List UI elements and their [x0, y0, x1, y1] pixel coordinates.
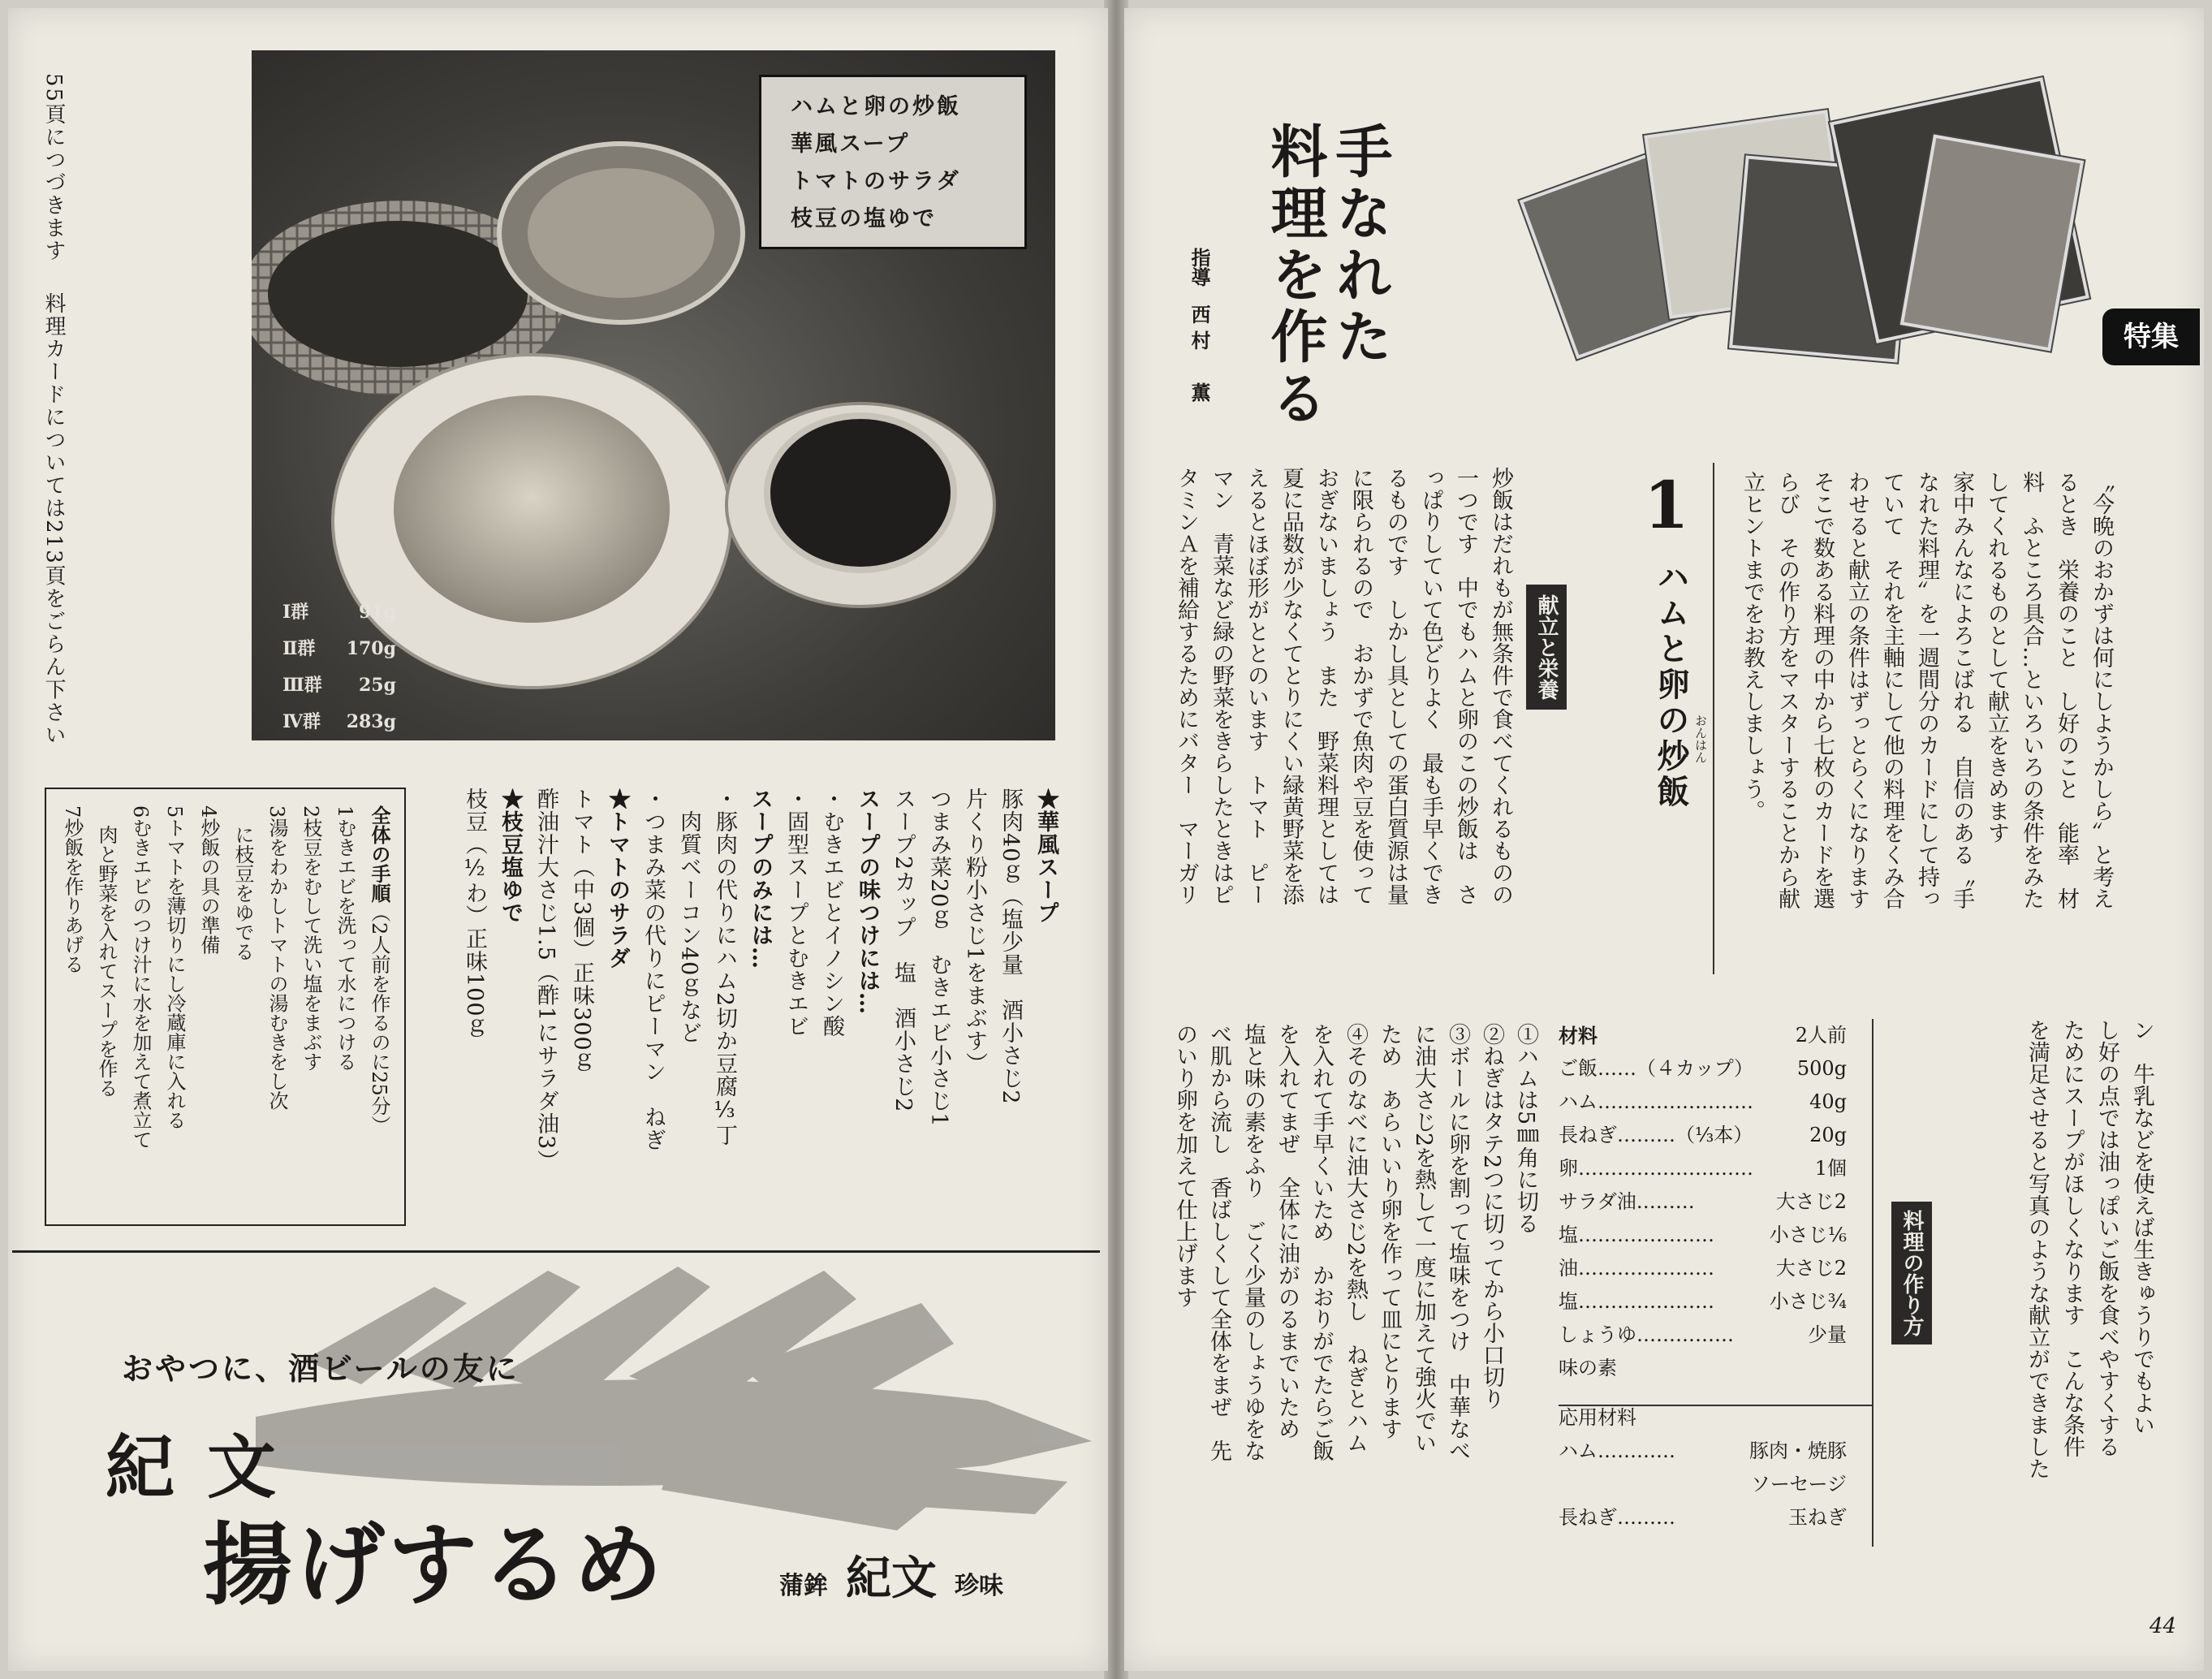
method-line: ②ねぎはタテ2つに切ってから小口切り: [1479, 1023, 1504, 1410]
author-name: 西村 薫: [1188, 304, 1211, 408]
nutrition-line: 夏に品数が少なくてとりにくい緑黄野菜を添: [1278, 467, 1304, 905]
nutrition-line: 炒飯はだれもが無条件で食べてくれるものの: [1488, 467, 1513, 905]
alt-materials-header: 応用材料: [1559, 1406, 1636, 1429]
intro-line: そこで数ある料理の中から七枚のカードを選: [1809, 471, 1835, 909]
nutrition-continued: [2005, 1019, 2159, 1587]
intro-text: [1729, 471, 2119, 991]
recipe-subheading: スープのみには…: [748, 788, 773, 969]
method-line: 塩と味の素をふり ごく少量のしょうゆをな: [1240, 1023, 1266, 1461]
method-line: ため あらいいり卵を作って皿にとります: [1377, 1023, 1402, 1439]
materials-rule: [1872, 1019, 1874, 1547]
material-row: 卵……………………… 1個: [1559, 1157, 1847, 1180]
steps-title: 全体の手順（2人前を作るのに25分）: [368, 805, 391, 1135]
ad-maker: [779, 1543, 1003, 1608]
step-item: に枝豆をゆでる: [231, 805, 254, 961]
recipe-subheading: スープの味つけには…: [855, 788, 880, 1015]
nutrition-line: を満足させると写真のような献立ができました: [2024, 1019, 2050, 1479]
tomato-salad: [528, 168, 714, 298]
recipe-line: 肉質ベーコン40ｇなど: [676, 788, 701, 1045]
side-note-2: 料理カードについては213頁をごらん下さい: [41, 292, 66, 747]
food-group-row: Ⅱ群 170g: [282, 638, 396, 659]
nutrition-line: し好の点では油っぽいご飯を食べやすくする: [2094, 1019, 2119, 1457]
recipe-line: つまみ菜20ｇ むきエビ小さじ1: [926, 788, 951, 1128]
material-row: サラダ油……… 大さじ2: [1559, 1190, 1847, 1213]
side-recipes: [414, 788, 1063, 1242]
step-item: 3湯をわかしトマトの湯むきをし次: [265, 805, 288, 1111]
method-line: ③ボールに卵を割って塩味をつけ 中華なべ: [1445, 1023, 1470, 1461]
nutrition-line: るものです しかし具としての蛋白質源は量: [1383, 467, 1408, 905]
step-item: 2枝豆をむして洗い塩をまぶす: [300, 805, 322, 1072]
soup-cup: [767, 416, 954, 570]
recipe-line: ・豚肉の代りにハム2切か豆腐⅓丁: [712, 788, 737, 1147]
intro-line: 家中みんなによろこばれる 自信のある〝手: [1949, 471, 1974, 909]
method-line: ①ハムは5㎜角に切る: [1513, 1023, 1538, 1235]
nutrition-line: に限られるので おかずで魚肉や豆を使って: [1348, 467, 1373, 905]
recipe-line: 豚肉40ｇ（塩少量 酒小さじ2: [998, 788, 1023, 1105]
intro-line: ていて それを主軸にして他の料理をくみ合: [1879, 471, 1904, 909]
nutrition-line: 一つです 中でもハムと卵のこの炒飯は さ: [1453, 467, 1478, 905]
author-label: 指導: [1188, 248, 1211, 287]
step-item: 5トマトを薄切りにし冷蔵庫に入れる: [163, 805, 186, 1130]
nutrition-line: ためにスープがほしくなります こんな条件: [2059, 1019, 2085, 1457]
recipe-card-collage: [1534, 73, 2102, 382]
intro-line: わせると献立の条件はずっとらくになります: [1844, 471, 1869, 909]
material-row: ご飯……（４カップ） 500g: [1559, 1057, 1847, 1080]
material-row: 油………………… 大さじ2: [1559, 1257, 1847, 1280]
intro-line: らび その作り方をマスターすることから献: [1774, 471, 1800, 909]
ad-maker-brand: 紀文: [846, 1552, 937, 1605]
nutrition-line: ン 牛乳などを使えば生きゅうりでもよい: [2129, 1019, 2154, 1435]
material-row: しょうゆ…………… 少量: [1559, 1323, 1847, 1346]
feature-tag: 特集: [2102, 309, 2200, 365]
method-steps: [1161, 1023, 1542, 1559]
material-row: 長ねぎ………（⅓本） 20g: [1559, 1124, 1847, 1146]
ad-maker-left: 蒲鉾: [779, 1572, 828, 1600]
method-line: を入れて手早くいため かおりがでたらご飯: [1309, 1023, 1334, 1461]
recipe-line: ・固型スープとむきエビ: [783, 788, 808, 1038]
alt-material-row: 長ねぎ……… 玉ねぎ: [1559, 1506, 1847, 1529]
recipe-line: 酢油汁大さじ1.5（酢1にサラダ油3）: [533, 788, 558, 1173]
menu-item: トマトのサラダ: [791, 169, 961, 194]
intro-line: してくれるものとして献立をきめます: [1984, 471, 2009, 844]
material-row: ハム…………………… 40g: [1559, 1090, 1847, 1113]
food-group-table: [282, 594, 396, 740]
food-group-row: Ⅰ群 91g: [282, 602, 396, 623]
step-item: 肉と野菜を入れてスープを作る: [95, 805, 118, 1098]
menu-item: ハムと卵の炒飯: [791, 94, 961, 119]
method-line: を入れてまぜ 全体に油がのるまでいため: [1274, 1023, 1300, 1439]
feature-title-2: 料理を作る: [1261, 122, 1329, 430]
menu-box: [759, 75, 1027, 249]
menu-item: 枝豆の塩ゆで: [791, 206, 937, 231]
intro-line: るとき 栄養のこと し好のこと 能率 材: [2054, 471, 2079, 909]
intro-line: 〝今晩のおかずは何にしようかしら〟と考え: [2089, 471, 2114, 909]
recipe-heading: ★枝豆塩ゆで: [498, 788, 523, 924]
recipe-line: スープ2カップ 塩 酒小さじ2: [890, 788, 916, 1113]
materials-header: 材料 2人前: [1559, 1024, 1847, 1047]
recipe-line: ・むきエビとイノシン酸: [819, 788, 844, 1038]
title-rule: [1713, 463, 1714, 974]
fried-rice: [394, 395, 670, 623]
recipe-line: 片くり粉小さじ1をまぶす）: [962, 788, 987, 1076]
method-line: ④そのなべに油大さじ2を熱し ねぎとハム: [1343, 1023, 1368, 1454]
method-line: べ肌から流し 香ばしくして全体をまぜ 先: [1206, 1023, 1231, 1461]
recipe-ruby: おんはん: [1693, 714, 1708, 763]
ad-maker-right: 珍味: [955, 1572, 1003, 1600]
recipe-line: ・つまみ菜の代りにピーマン ねぎ: [640, 788, 666, 1151]
method-tag: 料理の作り方: [1891, 1202, 1932, 1344]
intro-line: 立ヒントまでをお教えしましょう。: [1740, 471, 1765, 822]
recipe-line: 枝豆（½わ）正味100ｇ: [462, 788, 487, 1040]
food-group-row: Ⅲ群 25g: [282, 675, 396, 696]
feature-title-1: 手なれた: [1326, 122, 1394, 369]
material-row: 塩………………… 小さじ¾: [1559, 1290, 1847, 1313]
recipe-heading: ★華風スープ: [1033, 788, 1059, 924]
intro-line: なれた料理〟を一週間分のカードにして持っ: [1914, 471, 1939, 909]
page-number: 44: [2149, 1614, 2177, 1638]
steps-box: [45, 788, 406, 1226]
ad-product: 揚げするめ: [203, 1513, 666, 1617]
alt-material-row: ソーセージ: [1750, 1473, 1847, 1496]
food-photo: [252, 50, 1055, 740]
alt-material-row: ハム………… 豚肉・焼豚: [1559, 1439, 1847, 1462]
nutrition-tag: 献立と栄養: [1526, 585, 1567, 710]
ad-divider: [12, 1250, 1100, 1253]
recipe-card: [1900, 134, 2084, 351]
recipe-line: トマト（中3個）正味300ｇ: [569, 788, 594, 1074]
method-line: に油大さじ2を熱して一度に加えて強火でい: [1411, 1023, 1436, 1454]
step-item: 6むきエビのつけ汁に水を加えて煮立て: [129, 805, 152, 1150]
nutrition-line: マン 青菜など緑の野菜をきらしたときはピ: [1209, 467, 1234, 905]
material-row: 味の素: [1559, 1357, 1617, 1379]
ad-brand: 紀文: [106, 1427, 309, 1509]
food-group-row: Ⅳ群 283g: [282, 711, 396, 732]
material-row: 塩………………… 小さじ⅙: [1559, 1224, 1847, 1246]
recipe-number: 1: [1644, 467, 1689, 543]
step-item: 4炒飯の具の準備: [197, 805, 220, 955]
method-line: のいり卵を加えて仕上げます: [1172, 1023, 1197, 1308]
menu-item: 華風スープ: [791, 132, 911, 157]
nutrition-text: [1169, 467, 1518, 986]
recipe-heading: ★トマトのサラダ: [605, 788, 630, 969]
nutrition-line: っぱりしていて色どりよく 最も手早くでき: [1418, 467, 1443, 905]
edamame: [268, 221, 528, 367]
nutrition-line: おぎないましょう また 野菜料理としては: [1313, 467, 1339, 905]
step-item: 1むきエビを洗って水につける: [334, 805, 356, 1072]
nutrition-line: タミンＡを補給するためにバター マーガリ: [1174, 467, 1199, 905]
intro-line: 料 ふところ具合…といろいろの条件をみた: [2019, 471, 2044, 909]
recipe-title: ハムと卵の炒飯: [1652, 560, 1690, 810]
side-note-1: 55頁につづきます: [41, 73, 66, 263]
ad-tagline: おやつに、酒ビールの友に: [122, 1350, 520, 1387]
nutrition-line: えるとほぼ形がととのいます トマト ピー: [1244, 467, 1269, 905]
materials-list: [1559, 1019, 1847, 1534]
materials-separator: [1559, 1405, 1874, 1406]
step-item: 7炒飯を作りあげる: [61, 805, 84, 974]
